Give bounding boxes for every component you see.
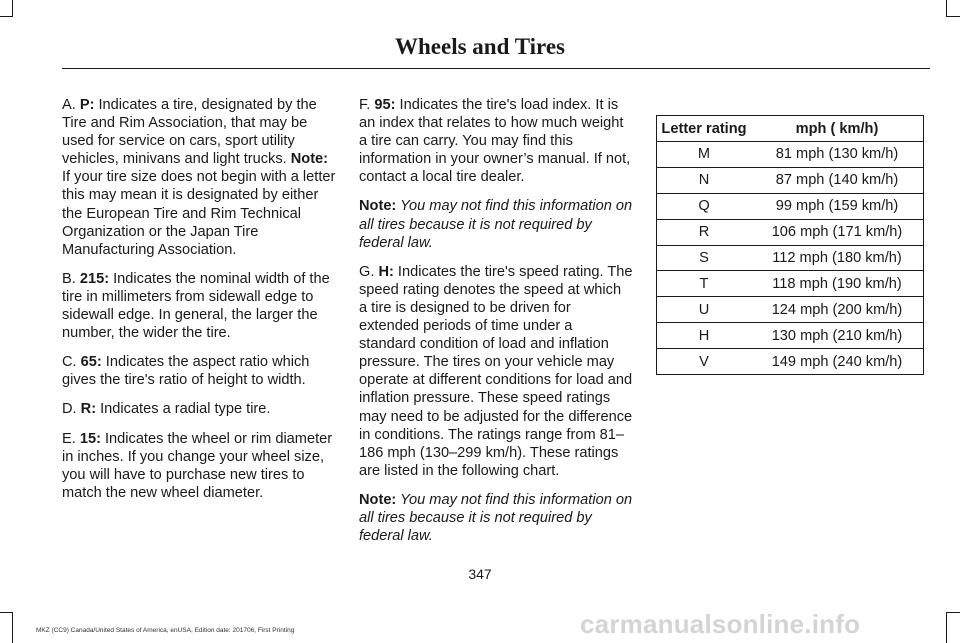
header-divider [62,68,930,69]
crop-mark [0,16,13,17]
paragraph-g: G. H: Indicates the tire's speed rating. The speed rating denotes the speed at which a tire is designed to be driven for extended periods of time under a standard condition of load and inflation pressure. The tires on your vehicle may operate at different conditions for load and inflation pressure. These speed ratings may need to be adjusted for the difference in conditions. The ratings range from 81–186 mph (130–299 km/h). These ratings are listed in the following chart. [359,263,633,479]
speed-cell: 106 mph (171 km/h) [751,219,924,245]
footer-edition-info: MKZ (CC9) Canada/United States of America, enUSA, Edition date: 201706, First Printing [36,627,295,634]
letter-cell: Q [657,193,752,219]
table-row [657,323,924,349]
letter-cell: U [657,297,752,323]
letter-cell: M [657,142,752,168]
crop-mark [12,0,13,16]
text-column-middle [359,96,633,556]
paragraph-b: B. 215: Indicates the nominal width of the tire in millimeters from sidewall edge to sidewall edge. In general, the larger the number, the wider the tire. [62,270,330,342]
paragraph-e: E. 15: Indicates the wheel or rim diameter in inches. If you change your wheel size, you will have to purchase new tires to match the new wheel diameter. [62,430,333,501]
paragraph-a: A. P: Indicates a tire, designated by the Tire and Rim Association, that may be used for service on cars, sport utility vehicles, minivans and light trucks. Note: If your tire size does not begin with a letter this may mean it is designated by either the European Tire and Rim Technical Organization or the Japan Tire Manufacturing Association. [62,97,336,258]
speed-cell: 124 mph (200 km/h) [751,297,924,323]
speed-cell: 99 mph (159 km/h) [751,193,924,219]
crop-mark [946,612,947,643]
header-speed: mph ( km/h) [751,116,924,142]
header-letter-rating: Letter rating [657,116,752,142]
note-1: Note: You may not find this information on all tires because it is not required by federal law. [359,198,633,251]
letter-cell: N [657,167,752,193]
speed-cell: 81 mph (130 km/h) [751,142,924,168]
table-row [657,167,924,193]
crop-mark [0,612,13,613]
table-row [657,349,924,375]
letter-cell: R [657,219,752,245]
crop-mark [946,0,947,16]
crop-mark [12,612,13,643]
speed-cell: 149 mph (240 km/h) [751,349,924,375]
letter-cell: T [657,271,752,297]
crop-mark [946,16,960,17]
table-row [657,245,924,271]
letter-cell: V [657,349,752,375]
speed-rating-table [656,115,924,375]
watermark: carmanualsonline.info [580,609,861,639]
paragraph-f: F. 95: Indicates the tire's load index. It is an index that relates to how much weight a tire can carry. You may find this information in your owner’s manual. If not, contact a local tire dealer. [359,97,631,186]
page-title: Wheels and Tires [395,34,565,59]
crop-mark [946,612,960,613]
speed-cell: 87 mph (140 km/h) [751,167,924,193]
page-number: 347 [468,566,492,582]
speed-cell: 112 mph (180 km/h) [751,245,924,271]
table-row [657,271,924,297]
table-row [657,193,924,219]
speed-cell: 130 mph (210 km/h) [751,323,924,349]
table-header-row [657,116,924,142]
paragraph-d: D. R: Indicates a radial type tire. [62,401,271,418]
table-row [657,297,924,323]
table-row [657,219,924,245]
table-row [657,142,924,168]
speed-cell: 118 mph (190 km/h) [751,271,924,297]
letter-cell: H [657,323,752,349]
paragraph-c: C. 65: Indicates the aspect ratio which gives the tire's ratio of height to width. [62,354,310,389]
note-2: Note: You may not find this information on all tires because it is not required by federal law. [359,491,633,545]
letter-cell: S [657,245,752,271]
text-column-left [62,96,336,513]
